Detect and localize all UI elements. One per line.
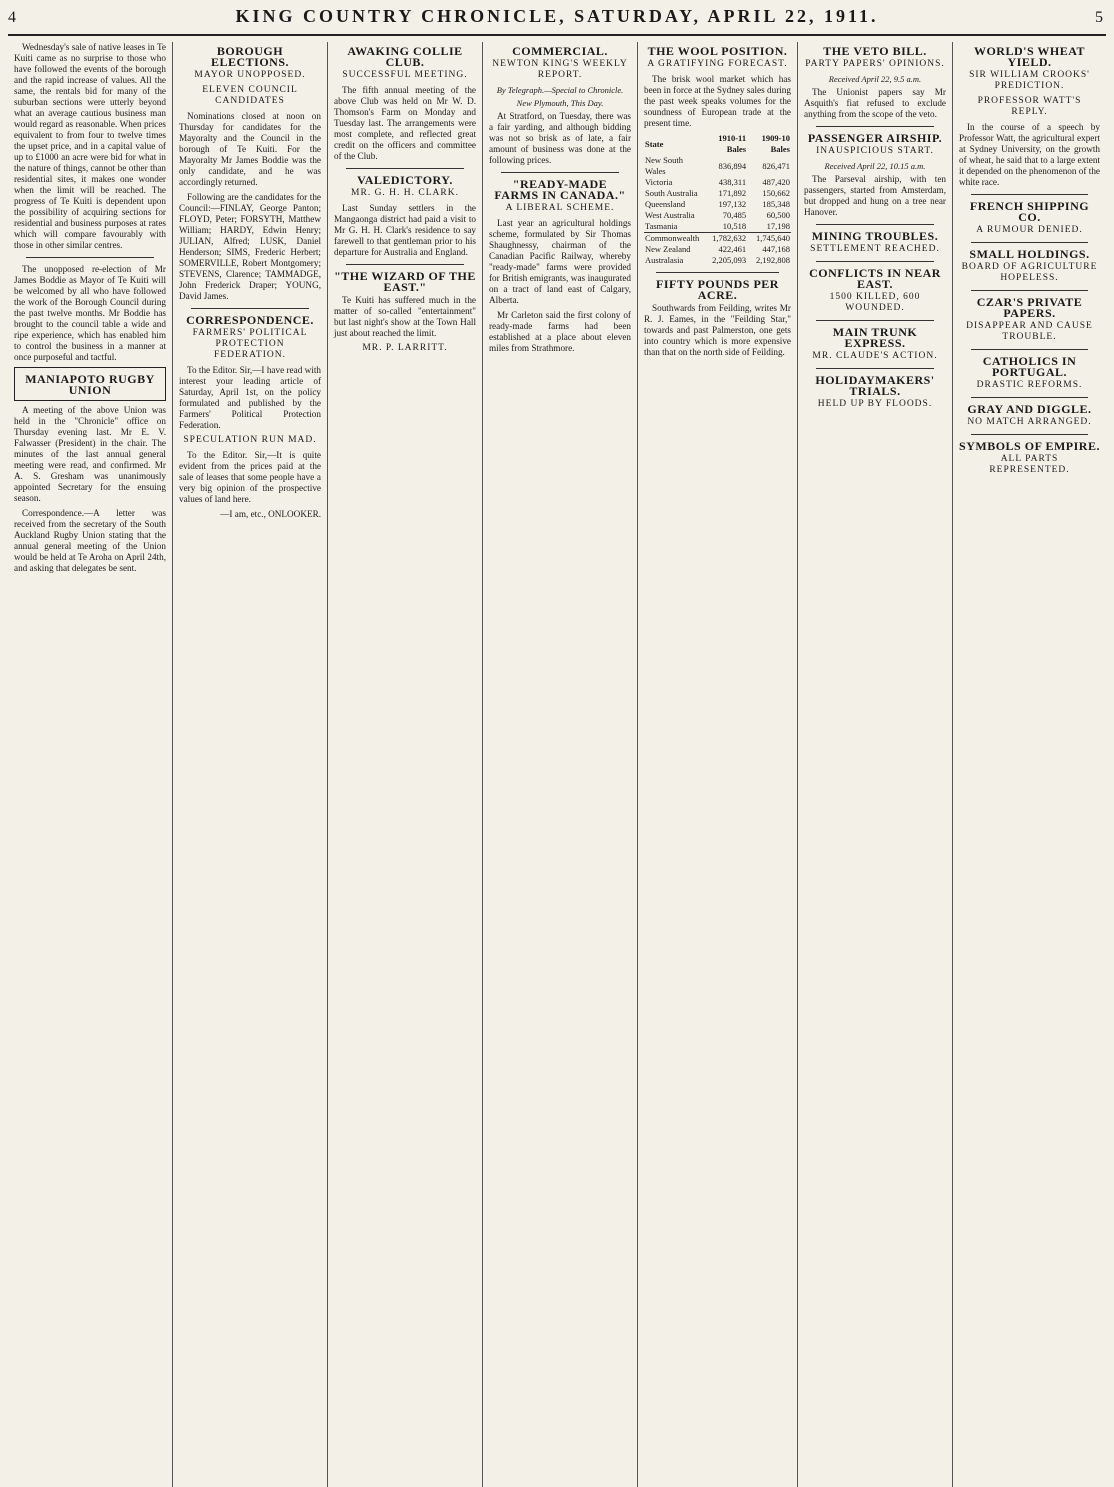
table-cell: 438,311 xyxy=(718,177,747,187)
headline-czar-papers: CZAR'S PRIVATE PAPERS. xyxy=(976,295,1083,320)
subhead-board-agriculture: BOARD OF AGRICULTURE HOPELESS. xyxy=(961,262,1098,283)
headline-small-holdings: SMALL HOLDINGS. xyxy=(969,247,1090,261)
table-cell: 150,662 xyxy=(762,188,790,198)
table-cell: 422,461 xyxy=(718,244,747,254)
column-3 xyxy=(328,42,483,1487)
subhead-gratifying-forecast: A GRATIFYING FORECAST. xyxy=(647,59,788,69)
headline-main-trunk: MAIN TRUNK EXPRESS. xyxy=(832,325,918,350)
article-candidates: Following are the candidates for the Council:—FINLAY, George Panton; FLOYD, Peter; FORSYTH, Matthew William; HARDY, Edwin Henry; JULIAN, Alfred; LUSK, Daniel Henderson; SIMS, Frederic Herbert; SOMERVILLE, Robert Montgomery; STEVENS, Clarence; TAMMADGE, John Frederick Draper; YOUNG, David James. xyxy=(179,192,321,301)
table-cell: 487,420 xyxy=(762,177,790,187)
table-row xyxy=(644,155,791,177)
article-nominations: Nominations closed at noon on Thursday for candidates for the Mayoralty and the Council in the borough of Te Kuiti. For the Mayoralty Mr James Boddie was the only candidate, and he was accordingly returned. xyxy=(179,111,321,187)
subhead-successful-meeting: SUCCESSFUL MEETING. xyxy=(342,70,468,80)
masthead xyxy=(8,6,1106,36)
table-row xyxy=(644,210,791,221)
subhead-holidaymakers: HELD UP BY FLOODS. xyxy=(817,399,933,409)
subhead-farmers-federation: FARMERS' POLITICAL PROTECTION FEDERATION. xyxy=(192,328,308,360)
headline-symbols-empire: SYMBOLS OF EMPIRE. xyxy=(959,439,1100,453)
divider xyxy=(816,320,934,321)
divider xyxy=(346,264,464,265)
article-stratford-sale: At Stratford, on Tuesday, there was a fair yarding, and although bidding was not so brisk as of late, a fair amount of business was done at the following prices. xyxy=(489,111,631,165)
headline-airship: PASSENGER AIRSHIP. xyxy=(807,131,943,145)
headline-fifty-pounds: FIFTY POUNDS PER ACRE. xyxy=(656,277,779,302)
subhead-larritt: MR. P. LARRITT. xyxy=(362,343,448,353)
column-5 xyxy=(638,42,798,1487)
table-cell: 197,132 xyxy=(718,199,747,209)
subhead-mayor-unopposed: MAYOR UNOPPOSED. xyxy=(194,70,306,80)
headline-gray-diggle: GRAY AND DIGGLE. xyxy=(967,402,1092,416)
subhead-clark: MR. G. H. H. CLARK. xyxy=(351,188,459,198)
letter-farmers: To the Editor. Sir,—I have read with interest your leading article of Saturday, April 1st, on the policy formulated and published by the Farmers' Political Protection Federation. xyxy=(179,365,321,430)
table-row xyxy=(644,221,791,233)
article-wheat: In the course of a speech by Professor Watt, the agricultural expert at Sydney University, on the growth of wheat, he said that to a large extent it depended on the phenomenon of the white race. xyxy=(959,122,1100,187)
column-7 xyxy=(953,42,1106,1487)
table-row xyxy=(644,188,791,199)
article-wizard: Te Kuiti has suffered much in the matter of so-called "entertainment" but last night's show at the Town Hall just about reached the limit. xyxy=(334,295,476,338)
article-veto: The Unionist papers say Mr Asquith's fiat refused to exclude anything from the scope of the veto. xyxy=(804,87,946,119)
dateline-place: New Plymouth, This Day. xyxy=(516,98,604,108)
article-canada-farms-2: Mr Carleton said the first colony of ready-made farms had been established at a place about eleven miles from Strathmore. xyxy=(489,310,631,353)
headline-mining: MINING TROUBLES. xyxy=(811,229,939,243)
table-cell: 447,168 xyxy=(762,244,790,254)
headline-wool-position: THE WOOL POSITION. xyxy=(647,44,788,58)
subhead-watt-reply: PROFESSOR WATT'S REPLY. xyxy=(977,96,1082,117)
subhead-airship: INAUSPICIOUS START. xyxy=(816,146,934,156)
letter-speculation: To the Editor. Sir,—It is quite evident from the prices paid at the sale of leases that some people have a very big opinion of the prospective values of land here. xyxy=(179,450,321,504)
table-header-row xyxy=(644,133,791,155)
table-cell: Australasia xyxy=(645,255,684,265)
table-header: 1909-10 Bales xyxy=(761,133,790,154)
article-maniapoto-rugby: A meeting of the above Union was held in the "Chronicle" office on Thursday evening last. Mr E. V. Falwasser (President) in the chair. The minutes of the last annual general meeting were read, and confirmed. Mr A. S. Gresham was unanimously appointed Secretary for the ensuing season. xyxy=(14,405,166,503)
divider xyxy=(501,172,619,173)
article-fifty-pounds: Southwards from Feilding, writes Mr R. J. Eames, in the "Feilding Star," towards and past Palmerston, one gets into country which is more expensive than that on the north side of Feilding. xyxy=(644,303,791,357)
divider xyxy=(816,224,934,225)
received-veto: Received April 22, 9.5 a.m. xyxy=(828,74,922,84)
table-row xyxy=(644,233,791,245)
table-cell: 836,894 xyxy=(718,160,747,171)
headline-catholics-portugal: CATHOLICS IN PORTUGAL. xyxy=(982,354,1077,379)
subhead-czar: DISAPPEAR AND CAUSE TROUBLE. xyxy=(966,321,1093,342)
article-airship: The Parseval airship, with ten passengers, started from Amsterdam, but dropped and hung on a tree near Hanover. xyxy=(804,174,946,217)
table-cell: 10,518 xyxy=(722,221,747,231)
divider xyxy=(26,257,154,258)
headline-collie-club: AWAKING COLLIE CLUB. xyxy=(347,44,463,69)
headline-commercial: COMMERCIAL. xyxy=(512,44,608,58)
subhead-drastic-reforms: DRASTIC REFORMS. xyxy=(976,380,1083,390)
divider xyxy=(971,242,1088,243)
article-collie-club: The fifth annual meeting of the above Club was held on Mr W. D. Thomson's Farm on Monday and Tuesday last. The arrangements were most complete, and reflected great credit on the officers and committee of the Club. xyxy=(334,85,476,161)
subhead-conflicts: 1500 KILLED, 600 WOUNDED. xyxy=(829,292,921,313)
table-cell: Commonwealth xyxy=(644,233,703,245)
table-cell: 60,500 xyxy=(766,210,790,220)
table-header: 1910-11 Bales xyxy=(718,133,747,154)
divider xyxy=(971,290,1088,291)
table-cell: 1,782,632 xyxy=(703,233,747,245)
subhead-rumour-denied: A RUMOUR DENIED. xyxy=(976,225,1083,235)
divider xyxy=(346,168,464,169)
article-maniapoto-correspondence: Correspondence.—A letter was received from the secretary of the South Auckland Rugby Union stating that the annual general meeting of the Union would be held at Te Aroha on April 24th, and asking that delegates be sent. xyxy=(14,508,166,573)
article-canada-farms: Last year an agricultural holdings scheme, formulated by Sir Thomas Shaughnessy, chairman of the Canadian Pacific Railway, whereby "ready-made" farms were provided for British emigrants, was inaugurated on a tract of land east of Calgary, Alberta. xyxy=(489,218,631,305)
divider xyxy=(816,368,934,369)
headline-wheat-yield: WORLD'S WHEAT YIELD. xyxy=(973,44,1086,69)
subhead-liberal-scheme: A LIBERAL SCHEME. xyxy=(505,203,615,213)
column-2 xyxy=(173,42,328,1487)
table-row xyxy=(644,177,791,188)
maniapoto-headline-box xyxy=(14,367,166,401)
divider xyxy=(971,349,1088,350)
headline-borough-elections: BOROUGH ELECTIONS. xyxy=(210,44,290,69)
subhead-mining: SETTLEMENT REACHED. xyxy=(810,244,940,254)
table-row xyxy=(644,255,791,266)
headline-canada-farms: "READY-MADE FARMS IN CANADA." xyxy=(494,177,626,202)
divider xyxy=(971,194,1088,195)
table-cell: 70,485 xyxy=(722,210,747,220)
table-cell: 171,892 xyxy=(718,188,747,198)
divider xyxy=(191,308,309,309)
table-cell: 185,348 xyxy=(762,199,790,209)
headline-french-shipping: FRENCH SHIPPING CO. xyxy=(969,199,1090,224)
headline-wizard: "THE WIZARD OF THE EAST." xyxy=(334,269,476,294)
table-row xyxy=(644,199,791,210)
subhead-party-papers: PARTY PAPERS' OPINIONS. xyxy=(805,59,945,69)
column-6 xyxy=(798,42,953,1487)
divider xyxy=(971,397,1088,398)
table-cell: 17,198 xyxy=(766,221,790,231)
subhead-all-parts: ALL PARTS REPRESENTED. xyxy=(989,454,1070,475)
wool-bales-table xyxy=(644,133,791,266)
page-number: 5 xyxy=(1095,9,1106,26)
article-native-leases: Wednesday's sale of native leases in Te Kuiti came as no surprise to those who have followed the events of the borough and the rapid increase of values. All the same, the rentals bid for many of the suburban sections were utterly beyond what an average cautious business man would regard as reasonable. When prices equivalent to from four to twelve times the upset price, and in a capital value of up to £1000 an acre were bid for what in the nature of things, cannot be other than residential sites, it makes one wonder when the limit will be reached. The progress of Te Kuiti is dependent upon the possibility of acquiring sections for residential and business purposes at rates which will compare favourably with those in other similar centres. xyxy=(14,42,166,250)
article-valedictory: Last Sunday settlers in the Mangaonga district had paid a visit to Mr G. H. H. Clark's residence to say farewell to that gentleman prior to his departure for Australia and England. xyxy=(334,203,476,257)
table-cell: West Australia xyxy=(645,210,695,220)
table-cell: 826,471 xyxy=(762,160,790,171)
table-cell: Queensland xyxy=(645,199,686,209)
headline-correspondence: CORRESPONDENCE. xyxy=(186,313,314,327)
letter-signoff: —I am, etc., ONLOOKER. xyxy=(220,509,321,519)
table-cell: New South Wales xyxy=(645,155,684,176)
divider xyxy=(816,261,934,262)
article-wool: The brisk wool market which has been in force at the Sydney sales during the past week speaks volumes for the soundness of European trade at the present time. xyxy=(644,74,791,128)
article-mayor-reelection: The unopposed re-election of Mr James Boddie as Mayor of Te Kuiti will be welcomed by all who have followed the work of the Borough Council during the past twelve months. Mr Boddie has brought to the council table a wide and ripe experience, which has enabled him to control the business in a manner at once purposeful and tactful. xyxy=(14,264,166,362)
divider xyxy=(656,272,779,273)
subhead-council-candidates: ELEVEN COUNCIL CANDIDATES xyxy=(202,85,298,106)
headline-holidaymakers: HOLIDAYMAKERS' TRIALS. xyxy=(815,373,935,398)
page-number-left: 4 xyxy=(8,9,19,26)
table-cell: New Zealand xyxy=(645,244,691,254)
subhead-newton-king: NEWTON KING'S WEEKLY REPORT. xyxy=(492,59,628,80)
dateline-telegraph: By Telegraph.—Special to Chronicle. xyxy=(496,85,624,95)
table-cell: Victoria xyxy=(645,177,673,187)
subhead-no-match: NO MATCH ARRANGED. xyxy=(967,417,1092,427)
table-row xyxy=(644,244,791,255)
table-cell: Tasmania xyxy=(645,221,678,231)
headline-valedictory: VALEDICTORY. xyxy=(357,173,453,187)
table-cell: 2,192,808 xyxy=(756,255,790,265)
subhead-main-trunk: MR. CLAUDE'S ACTION. xyxy=(812,351,938,361)
column-1 xyxy=(8,42,173,1487)
received-airship: Received April 22, 10.15 a.m. xyxy=(824,161,926,171)
newspaper-title: KING COUNTRY CHRONICLE, SATURDAY, APRIL 22, 1911. xyxy=(235,6,879,26)
table-header: State xyxy=(645,138,664,149)
table-cell: South Australia xyxy=(645,188,698,198)
subhead-speculation: SPECULATION RUN MAD. xyxy=(183,435,317,445)
table-cell: 2,205,093 xyxy=(712,255,747,265)
headline-conflicts: CONFLICTS IN NEAR EAST. xyxy=(809,266,941,291)
column-4 xyxy=(483,42,638,1487)
subhead-crooks-prediction: SIR WILLIAM CROOKS' PREDICTION. xyxy=(969,70,1090,91)
divider xyxy=(816,126,934,127)
divider xyxy=(971,434,1088,435)
headline-maniapoto-rugby: MANIAPOTO RUGBY UNION xyxy=(25,372,155,397)
headline-veto-bill: THE VETO BILL. xyxy=(823,44,927,58)
table-cell: 1,745,640 xyxy=(747,233,791,245)
